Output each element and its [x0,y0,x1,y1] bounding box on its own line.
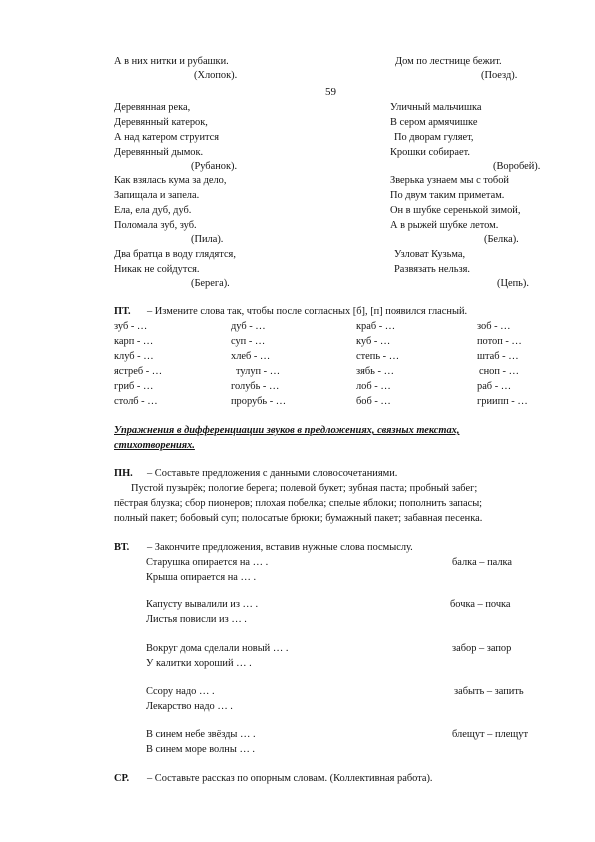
sentence-line: Лекарство надо … . [146,701,233,712]
page-number: 59 [325,86,336,98]
riddle-line: По дворам гуляет, [394,132,474,143]
word-cell: гриб - … [114,381,154,392]
word-cell: зуб - … [114,321,148,332]
riddle-line: Как взялась кума за дело, [114,175,227,186]
task-label: ПТ. [114,306,131,317]
riddle-line: Зверька узнаем мы с тобой [390,175,509,186]
task-instruction: – Составьте предложения с данными словосочетаниями. [147,468,398,479]
phrase-line: полный пакет; бобовый суп; полосатые брюки; бумажный пакет; забавная песенка. [114,513,483,524]
word-cell: столб - … [114,396,158,407]
riddle-answer: (Пила). [191,234,224,245]
riddle-answer: (Поезд). [481,70,518,81]
riddle-line: Никак не сойдутся. [114,264,200,275]
word-cell: зябь - … [356,366,394,377]
word-cell: раб - … [477,381,512,392]
sentence-line: Ссору надо … . [146,686,215,697]
riddle-line: Деревянная река, [114,102,191,113]
riddle-line: А над катером струится [114,132,220,143]
task-instruction: – Закончите предложения, вставив нужные слова посмыслу. [147,542,413,553]
riddle-line: Ела, ела дуб, дуб. [114,205,192,216]
word-cell: хлеб - … [231,351,271,362]
word-cell: клуб - … [114,351,154,362]
section-heading: Упражнения в дифференциации звуков в предложениях, связных текстах, [114,425,460,436]
word-pair: блещут – плещут [452,729,529,740]
word-cell: боб - … [356,396,391,407]
riddle-line: Крошки собирает. [390,147,470,158]
word-cell: лоб - … [356,381,391,392]
word-cell: потоп - … [477,336,522,347]
riddle-line: Два братца в воду глядятся, [114,249,236,260]
word-cell: зоб - … [477,321,511,332]
word-cell: краб - … [356,321,396,332]
riddle-answer: (Хлопок). [194,70,238,81]
riddle-line: Уличный мальчишка [390,102,482,113]
word-cell: сноп - … [479,366,519,377]
riddle-line: Узловат Кузьма, [394,249,466,260]
sentence-line: В синем небе звёзды … . [146,729,256,740]
task-instruction: – Составьте рассказ по опорным словам. (Коллективная работа). [147,773,433,784]
sentence-line: Крыша опирается на … . [146,572,257,583]
riddle-line: А в рыжей шубке летом. [390,220,499,231]
riddle-line: По двум таким приметам. [390,190,505,201]
word-cell: степь - … [356,351,400,362]
riddle-line: Он в шубке серенькой зимой, [390,205,521,216]
riddle-answer: (Берега). [191,278,230,289]
word-pair: забыть – запить [454,686,524,697]
sentence-line: Капусту вывалили из … . [146,599,259,610]
word-cell: тулуп - … [236,366,281,377]
section-heading: стихотворениях. [114,440,195,451]
riddle-line: Развязать нельзя. [394,264,470,275]
riddle-answer: (Белка). [484,234,519,245]
riddle-line: Запищала и запела. [114,190,200,201]
word-cell: гриипп - … [477,396,528,407]
word-cell: ястреб - … [114,366,163,377]
riddle-line: Деревянный катерок, [114,117,208,128]
sentence-line: Старушка опирается на … . [146,557,269,568]
riddle-line: Поломала зуб, зуб. [114,220,197,231]
task-label: СР. [114,773,130,784]
task-instruction: – Измените слова так, чтобы после согласных [б], [п] появился гласный. [147,306,468,317]
task-label: ПН. [114,468,133,479]
word-cell: карп - … [114,336,154,347]
word-cell: дуб - … [231,321,266,332]
riddle-line: Деревянный дымок. [114,147,204,158]
riddle-answer: (Цепь). [497,278,529,289]
riddle-answer: (Воробей). [493,161,541,172]
word-cell: суп - … [231,336,266,347]
riddle-line: А в них нитки и рубашки. [114,56,229,67]
word-cell: прорубь - … [231,396,287,407]
riddle-line: Дом по лестнице бежит. [395,56,502,67]
riddle-answer: (Рубанок). [191,161,238,172]
sentence-line: У калитки хороший … . [146,658,252,669]
task-label: ВТ. [114,542,130,553]
riddle-line: В сером армячишке [390,117,478,128]
word-pair: бочка – почка [450,599,511,610]
sentence-line: В синем море волны … . [146,744,256,755]
word-pair: забор – запор [452,643,512,654]
word-pair: балка – палка [452,557,513,568]
sentence-line: Листья повисли из … . [146,614,247,625]
word-cell: куб - … [356,336,391,347]
phrase-line: пёстрая блузка; сбор пионеров; плохая побелка; спелые яблоки; пополнить запасы; [114,498,483,509]
word-cell: штаб - … [477,351,519,362]
phrase-line: Пустой пузырёк; пологие берега; полевой букет; зубная паста; пробный забег; [131,483,478,494]
sentence-line: Вокруг дома сделали новый … . [146,643,289,654]
word-cell: голубь - … [231,381,280,392]
